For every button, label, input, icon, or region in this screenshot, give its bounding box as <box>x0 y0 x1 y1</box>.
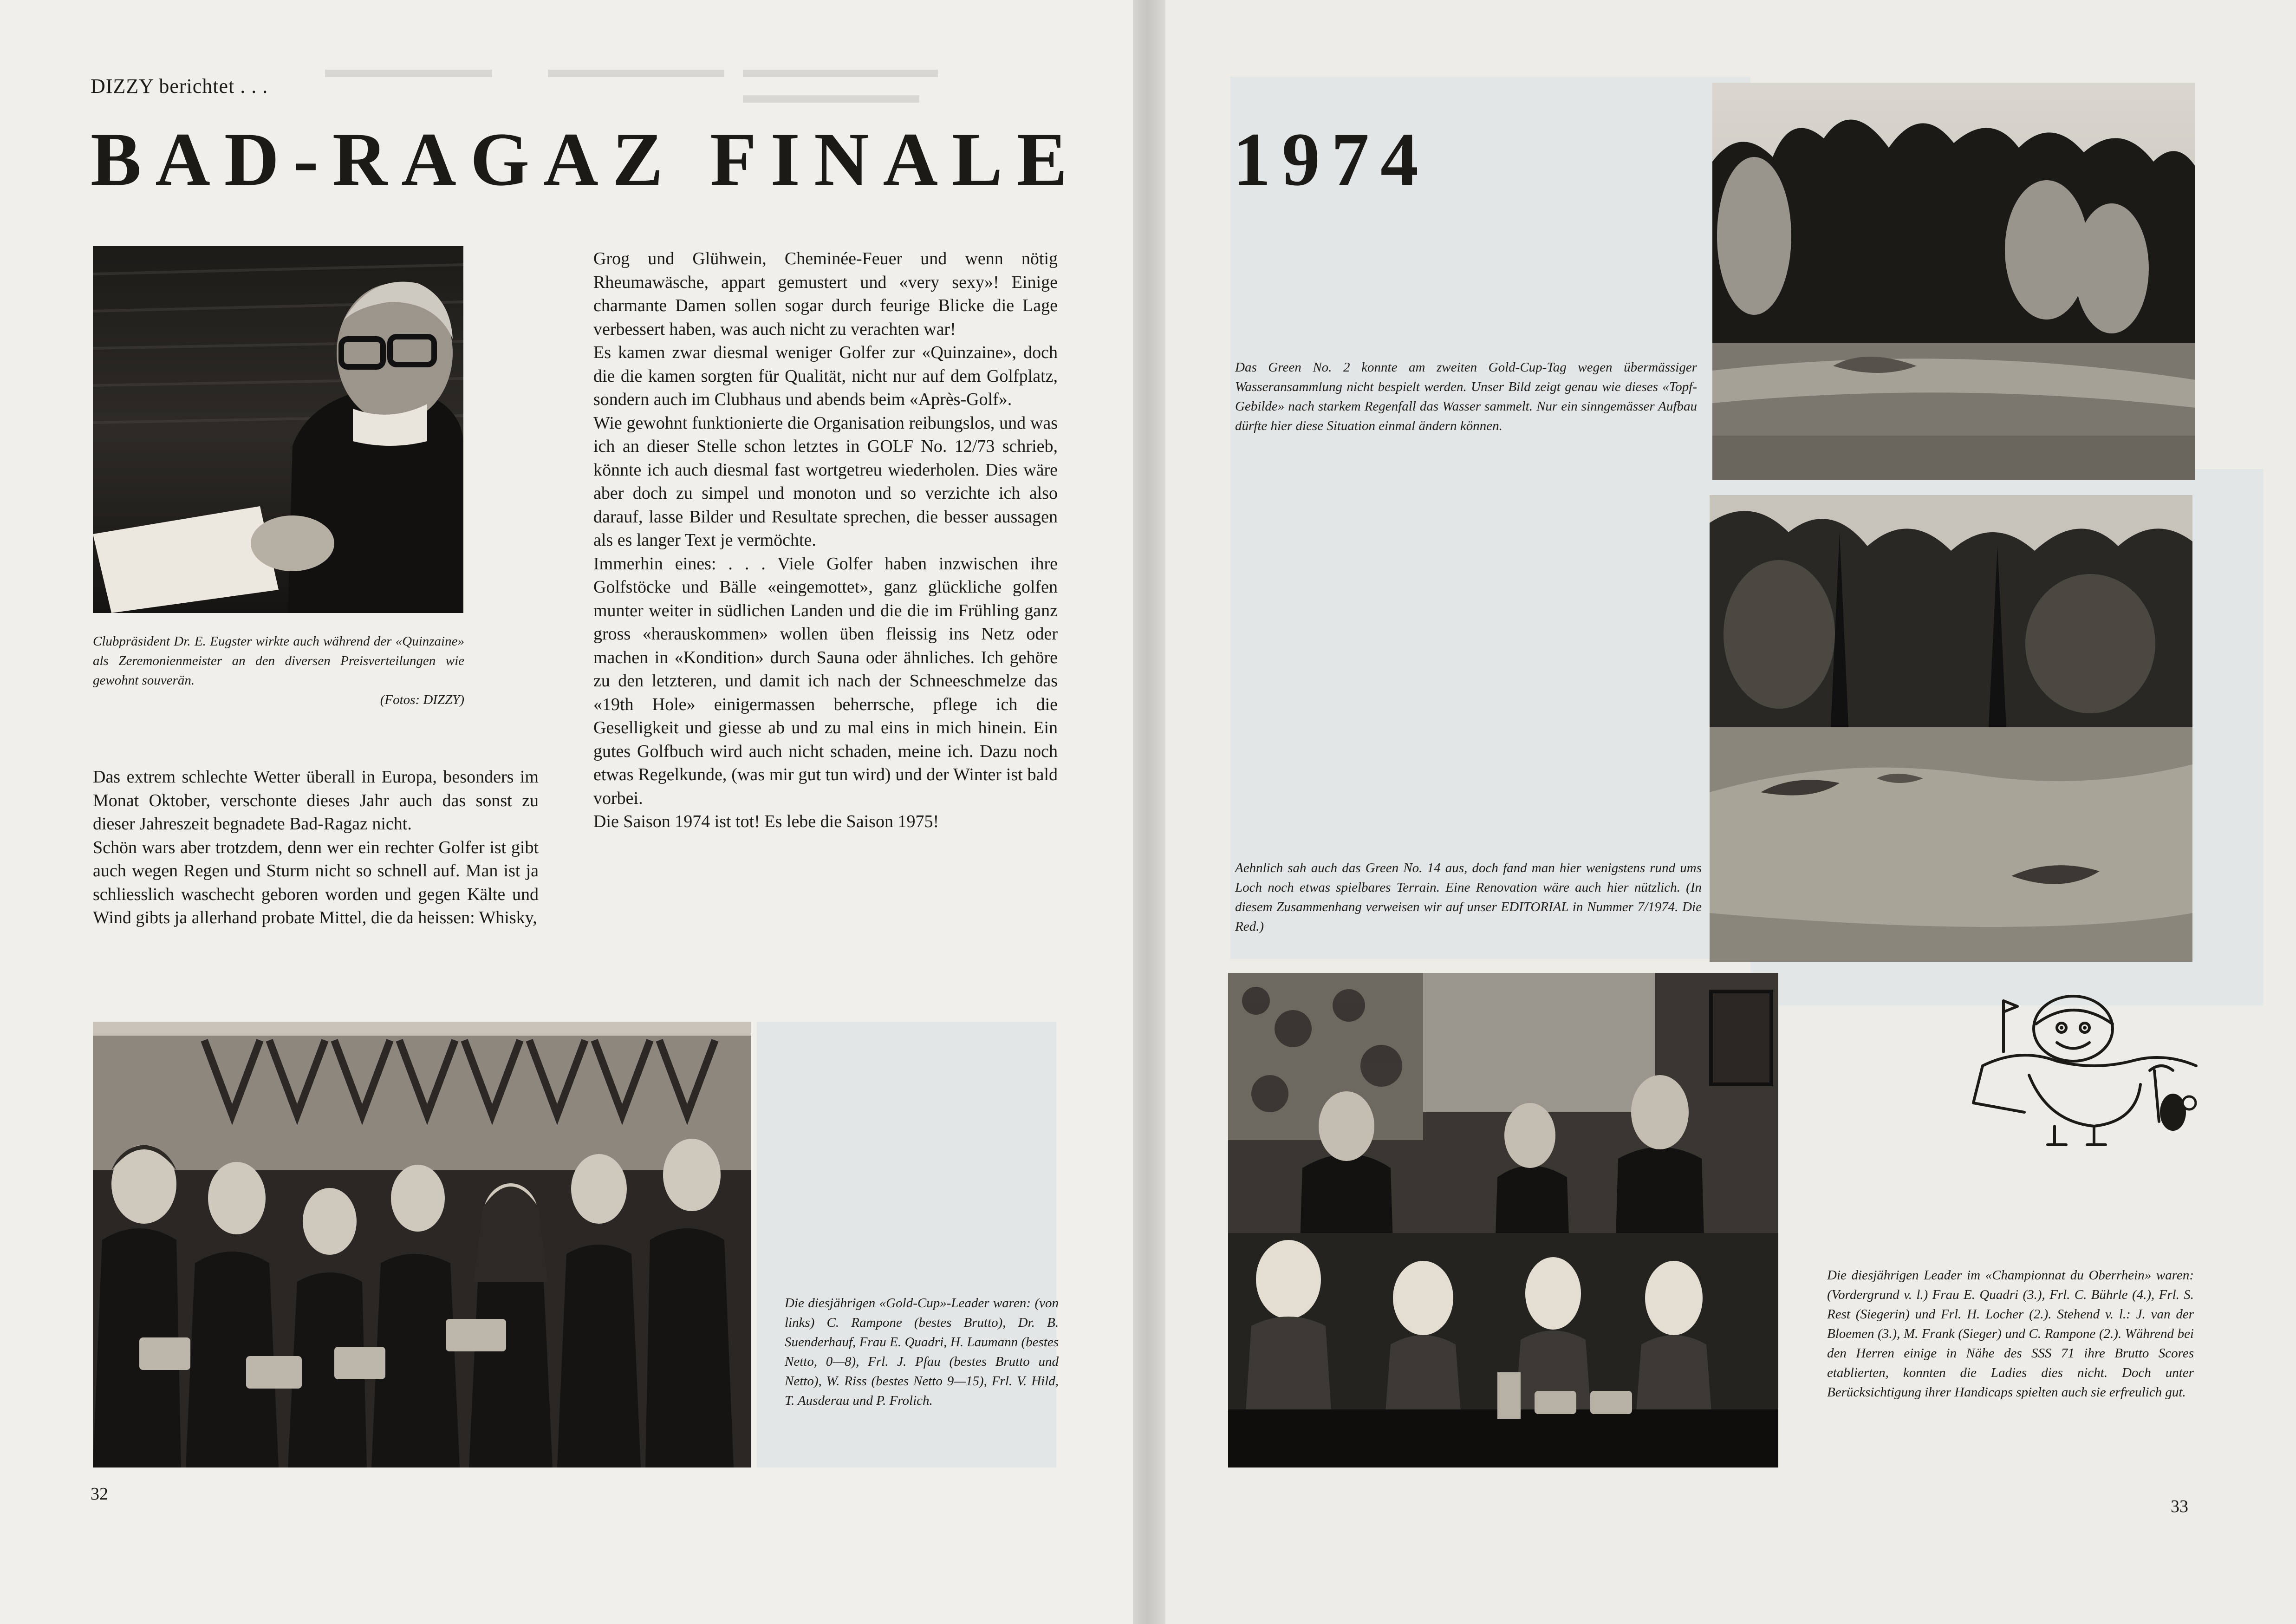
page-number-left: 32 <box>91 1484 108 1504</box>
kicker: DIZZY berichtet . . . <box>91 75 268 98</box>
green-2-caption: Das Green No. 2 konnte am zweiten Gold-Cup-Tag wegen übermässiger Wasseransammlung nicht bespielt werden. Unser Bild zeigt genau wie dieses «Topf-Gebilde» nach starkem Regenfall das Wasser sammelt. Nur ein sinngemässer Aufbau dürfte hier diese Situation einmal ändern können. <box>1235 360 1697 433</box>
show-through-panel <box>1230 77 1750 959</box>
show-through-text <box>743 70 938 77</box>
article-column-2: Grog und Glühwein, Cheminée-Feuer und wenn nötig Rheumawäsche, appart gemustert und «very sexy»! Einige charmante Damen sollen sogar durch feurige Blicke die Lage verbessert haben, was auch nicht zu verachten war! Es kamen zwar diesmal weniger Golfer zur «Quinzaine», doch die die kamen sorgten für Qualität, nicht nur auf dem Golfplatz, sondern auch im Clubhaus und abends beim «Après-Golf». Wie gewohnt funktionierte die Organisation reibungslos, und was ich an dieser Stelle schon letztes in GOLF No. 12/73 schrieb, könnte ich auch diesmal fast wortgetreu wiederholen. Dies wäre aber doch zu simpel und monoton und so verzichte ich also darauf, lasse Bilder und Resultate sprechen, die besser aussagen als es langer Text je vermöchte. Immerhin eines: . . . Viele Golfer haben inzwischen ihre Golfstöcke und Bälle «eingemottet», ganz glückliche golfen munter weiter in südlichen Landen und die die im Frühling ganz gross «herauskommen» wollen üben fleissig ins Netz oder machen in «Kondition» durch Sauna oder ähnliches. Ich gehöre zu den letzteren, und damit ich nach der Schneeschmelze das «19th Hole» einigermassen beherrsche, pflege ich die Geselligkeit und giesse ab und zu mal eins in mich hinein. Ein gutes Golfbuch wird auch nicht schaden, meine ich. Dazu noch etwas Regelkunde, (was mir gut tun wird) und der Winter ist bald vorbei. Die Saison 1974 ist tot! Es lebe die Saison 1975! <box>593 249 1058 831</box>
page-number-right: 33 <box>2171 1497 2188 1516</box>
photo-group-caption: Die diesjährigen «Gold-Cup»-Leader waren: (von links) C. Rampone (bestes Brutto), Dr. B. Suenderhauf, Frau E. Quadri, H. Laumann (bestes Netto, 0—8), Frl. J. Pfau (bestes Brutto und Netto), W. Riss (bestes Netto 9—15), Frl. V. Hild, T. Ausderau und P. Frolich. <box>785 1296 1059 1408</box>
article-column-1: Das extrem schlechte Wetter überall in Europa, besonders im Monat Oktober, verschonte dieses Jahr auch das sonst zu dieser Jahreszeit begnadete Bad-Ragaz nicht. Schön wars aber trotzdem, denn wer ein rechter Golfer ist gibt auch wegen Regen und Sturm nicht so schnell auf. Man ist ja schliesslich waschecht geboren worden und gegen Kälte und Wind gibts ja allerhand probate Mittel, die da heissen: Whisky, <box>93 767 539 927</box>
show-through-text <box>548 70 724 77</box>
headline: BAD-RAGAZ FINALE <box>91 117 1081 202</box>
spine-gutter <box>1133 0 1165 1624</box>
photo-championnat-leaders <box>1228 973 1778 1467</box>
green-14-caption: Aehnlich sah auch das Green No. 14 aus, doch fand man hier wenigstens rund ums Loch noch etwas spielbares Terrain. Eine Renovation wäre auch hier nützlich. (In diesem Zusammenhang verweisen wir auf unser EDITORIAL in Nummer 7/1974. Die Red.) <box>1235 861 1702 934</box>
leaders-caption: Die diesjährigen Leader im «Championnat du Oberrhein» waren: (Vordergrund v. l.) Frau E. Quadri (3.), Frl. C. Bührle (4.), Frl. S. Rest (Siegerin) und Frl. H. Locher (2.). Stehend v. l.: J. van der Bloemen (3.), M. Frank (Sieger) und C. Rampone (2.). Während bei den Herren einige in Nähe des SSS 71 ihre Brutto Scores etablierten, konnten die Ladies dies nicht. Doch unter Berücksichtigung ihrer Handicaps spielten auch sie erfreulich gut. <box>1827 1268 2194 1400</box>
photo-club-president <box>93 246 463 613</box>
left-page <box>0 0 1133 1624</box>
photo-top-caption: Clubpräsident Dr. E. Eugster wirkte auch während der «Quinzaine» als Zeremonienmeister an den diversen Preisverteilungen wie gewohnt souverän. (Fotos: DIZZY) <box>93 632 464 710</box>
photo-green-2 <box>1712 83 2195 480</box>
right-page <box>1165 0 2296 1624</box>
year-headline: 1974 <box>1233 117 1430 202</box>
golf-cartoon <box>1955 973 2215 1149</box>
show-through-text <box>325 70 492 77</box>
photo-green-14 <box>1710 495 2192 962</box>
photo-gold-cup-leaders <box>93 1022 751 1467</box>
show-through-text <box>743 95 919 103</box>
photo-credit: (Fotos: DIZZY) <box>380 692 464 707</box>
